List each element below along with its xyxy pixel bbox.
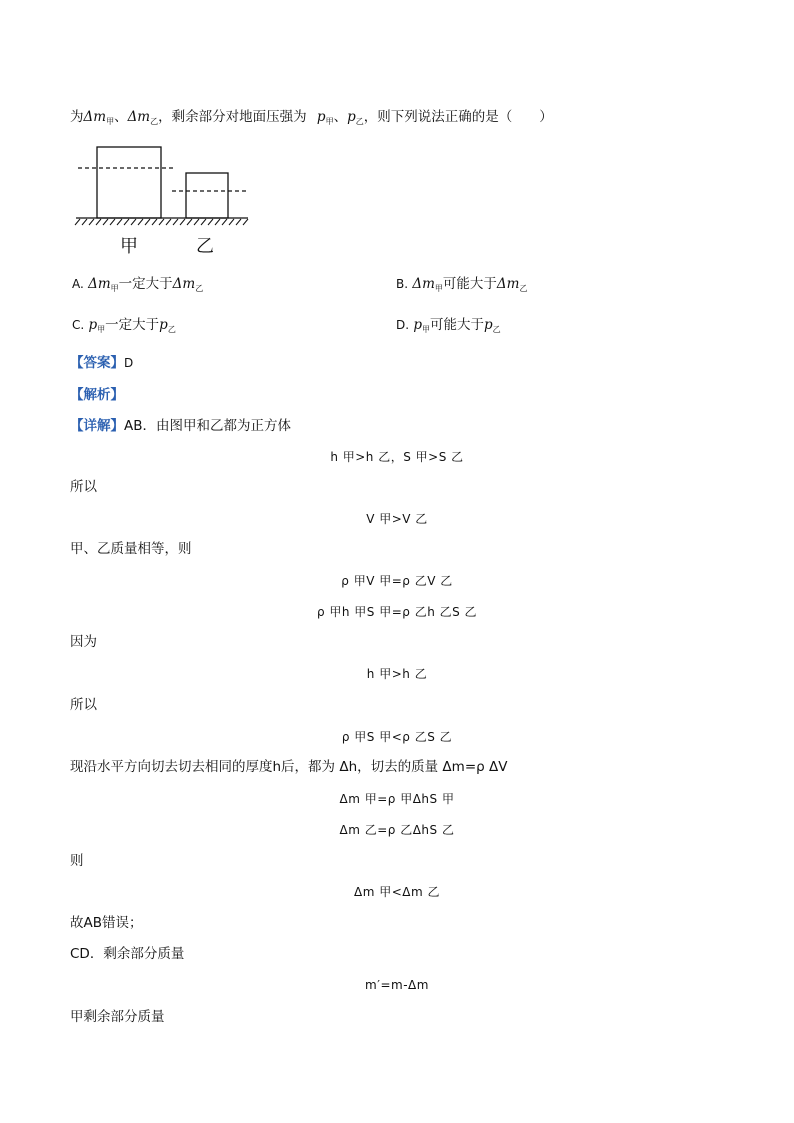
option-a[interactable]: A. $\Delta m_甲$一定大于$\Delta m_乙$: [72, 276, 204, 293]
detail-line-1: 【详解】AB．由图甲和乙都为正方体: [70, 418, 291, 434]
equation-4: ρ 甲h 甲S 甲=ρ 乙h 乙S 乙: [316, 605, 478, 619]
label-jia: 甲: [120, 236, 138, 257]
equation-6: ρ 甲S 甲<ρ 乙S 乙: [341, 730, 453, 744]
answer-line: 【答案】D: [70, 355, 134, 371]
ground-hatching: [75, 219, 248, 225]
detail-line-10: 甲剩余部分质量: [70, 1009, 165, 1025]
equation-2: V 甲>V 乙: [366, 512, 428, 526]
detail-line-2: 所以: [70, 479, 97, 495]
label-yi: 乙: [196, 236, 214, 257]
equation-7: Δm 甲=ρ 甲ΔhS 甲: [339, 792, 455, 806]
equation-10: m′=m-Δm: [365, 978, 429, 992]
equation-5: h 甲>h 乙: [366, 667, 428, 681]
option-c[interactable]: C. $p_甲$一定大于$p_乙$: [72, 317, 176, 334]
equation-3: ρ 甲V 甲=ρ 乙V 乙: [341, 574, 453, 588]
equation-9: Δm 甲<Δm 乙: [354, 885, 440, 899]
cube-yi: [186, 173, 228, 218]
equation-8: Δm 乙=ρ 乙ΔhS 乙: [339, 823, 455, 837]
cubes-figure: [70, 140, 260, 265]
question-stem: 为$\Delta m_甲$、$\Delta m_乙$，剩余部分对地面压强为 $p_甲$、$p_乙$，则下列说法正确的是（ ）: [70, 109, 553, 126]
detail-line-3: 甲、乙质量相等，则: [70, 541, 192, 557]
option-d[interactable]: D. $p_甲$可能大于$p_乙$: [396, 317, 501, 334]
option-b[interactable]: B. $\Delta m_甲$可能大于$\Delta m_乙$: [396, 276, 528, 293]
detail-line-5: 所以: [70, 697, 97, 713]
detail-line-4: 因为: [70, 634, 97, 650]
cube-jia: [97, 147, 161, 218]
detail-line-8: 故AB错误；: [70, 915, 143, 931]
detail-line-6: 现沿水平方向切去切去相同的厚度h后，都为 Δh，切去的质量 Δm=ρ ΔV: [70, 759, 508, 775]
detail-line-7: 则: [70, 853, 84, 869]
analysis-heading: 【解析】: [70, 387, 124, 403]
detail-line-9: CD．剩余部分质量: [70, 946, 185, 962]
equation-1: h 甲>h 乙，S 甲>S 乙: [330, 450, 464, 464]
